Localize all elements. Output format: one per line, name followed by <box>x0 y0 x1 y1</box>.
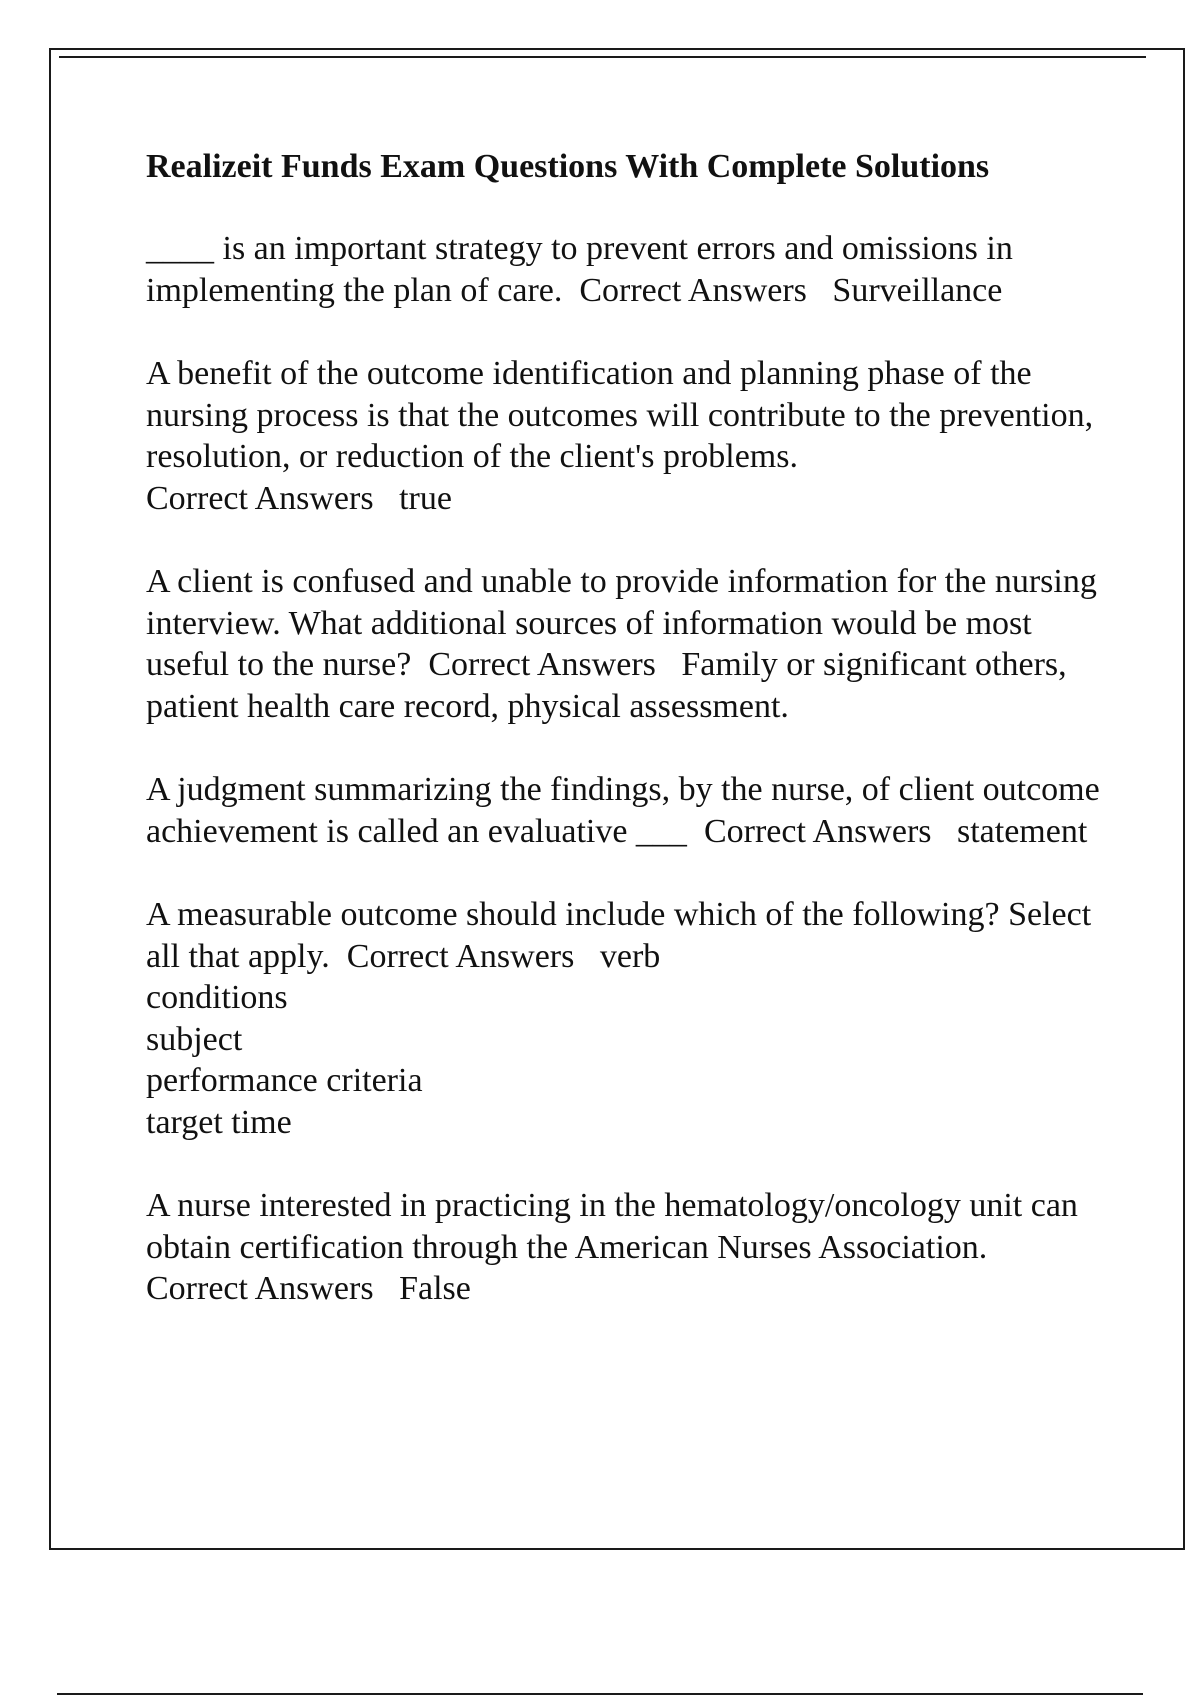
qa-item-5 <box>146 894 1106 1143</box>
question-text: ____ is an important strategy to prevent errors and omissions in implementing the plan of care. <box>146 230 1022 309</box>
answer-option: performance criteria <box>146 1062 423 1099</box>
answer-option: conditions <box>146 979 288 1016</box>
question-text: A judgment summarizing the findings, by the nurse, of client outcome achievement is called an evaluative ___ <box>146 771 1109 850</box>
footer-divider <box>57 1693 1143 1695</box>
answer-label: Correct Answers <box>579 271 807 309</box>
answer-label: Correct Answers <box>346 937 575 975</box>
answer-text: False <box>399 1270 471 1307</box>
answer-option: subject <box>146 1020 243 1058</box>
qa-item-2 <box>146 353 1106 519</box>
qa-item-4 <box>146 769 1109 852</box>
answer-text: verb <box>599 937 661 975</box>
answer-option: target time <box>146 1103 292 1141</box>
answer-label: Correct Answers <box>146 479 374 517</box>
qa-item-3 <box>146 561 1106 727</box>
answer-label: Correct Answers <box>146 1270 374 1307</box>
answer-label: Correct Answers <box>703 812 932 850</box>
document-title: Realizeit Funds Exam Questions With Complete Solutions <box>146 148 990 185</box>
answer-text: Family or significant others, patient health care record, physical assessment. <box>146 646 1076 725</box>
answer-label: Correct Answers <box>428 646 656 683</box>
question-text: A client is confused and unable to provide information for the nursing interview. What additional sources of information would be most useful to the nurse? <box>146 563 1106 683</box>
answer-text: statement <box>957 812 1088 850</box>
answer-text: Surveillance <box>832 271 1003 309</box>
question-text: A benefit of the outcome identification and planning phase of the nursing process is that the outcomes will contribute to the prevention, resolution, or reduction of the client's problems. <box>146 355 1102 475</box>
qa-item-6 <box>146 1185 1106 1310</box>
question-text: A measurable outcome should include which of the following? Select all that apply. <box>146 896 1100 975</box>
document-body <box>146 146 1109 1352</box>
answer-text: true <box>399 479 452 517</box>
question-text: A nurse interested in practicing in the hematology/oncology unit can obtain certification through the American Nurses Association. <box>146 1187 1087 1266</box>
top-divider <box>59 56 1146 58</box>
qa-item-1 <box>146 228 1106 311</box>
